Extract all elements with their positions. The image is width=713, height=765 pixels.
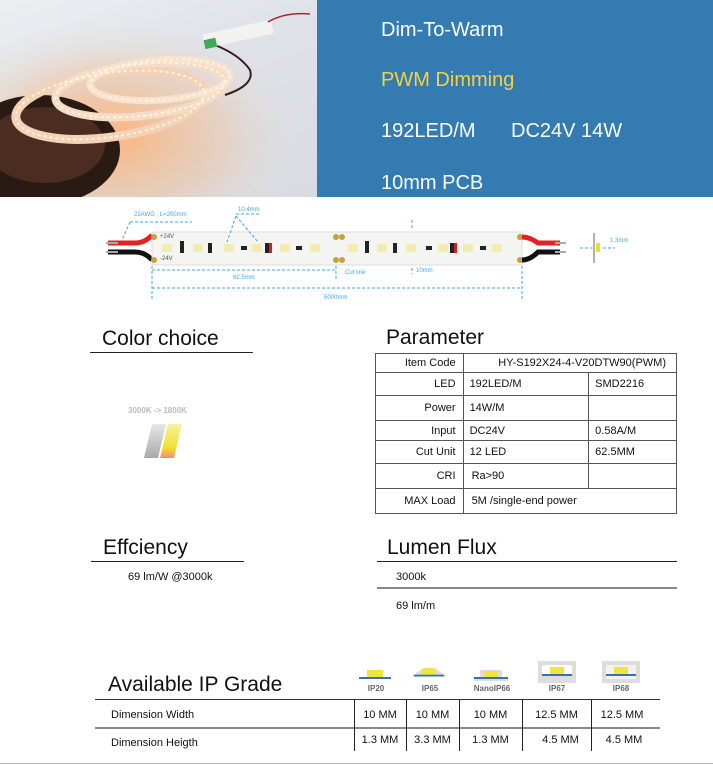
ip-row-label-height: Dimension Heigth: [111, 737, 198, 749]
lumen-flux-value: 69 lm/m: [396, 600, 436, 612]
ip-grade-label: NanoIP66: [473, 684, 511, 693]
param-row-led: [376, 373, 677, 396]
cct-range-label: 3000K -> 1800K: [128, 406, 187, 415]
ip-height-ip68: 4.5 MM: [605, 734, 643, 746]
ip-height-ip65: 3.3 MM: [414, 734, 451, 746]
lumen-flux-cct: 3000k: [396, 571, 426, 583]
param-value-2: SMD2216: [589, 373, 677, 396]
wire-spec-label: 22AWG , L=200mm: [134, 212, 187, 218]
lumen-flux-title: Lumen Flux: [387, 536, 497, 559]
strip-dimension-diagram: [100, 200, 640, 310]
ip-grade-label: IP20: [367, 684, 385, 693]
color-choice-title: Color choice: [102, 327, 219, 350]
param-key: LED: [376, 373, 464, 396]
param-value: 12 LED: [463, 441, 589, 464]
ip-grade-label: IP68: [612, 684, 630, 693]
ip-grade-label: IP67: [548, 684, 566, 693]
total-length-label: 5000mm: [324, 295, 348, 301]
ip-table-mid-rule: [95, 727, 660, 729]
param-key: Item Code: [376, 354, 464, 373]
ip-col-divider: [522, 700, 523, 751]
parameter-table: [375, 353, 677, 514]
ip-table-bottom-rule: [0, 763, 713, 764]
led-strip-photo-illustration: [0, 0, 317, 197]
param-row-cut-unit: [376, 441, 677, 464]
param-value-2: [589, 396, 677, 421]
param-row-item-code: [376, 354, 677, 373]
cct-swatch-icon: [140, 424, 190, 460]
cut-length-label: 62.5mm: [233, 275, 255, 281]
ip-height-ip20: 1.3 MM: [361, 734, 399, 746]
ip-grade-label: IP65: [421, 684, 439, 693]
hero-feature-voltage-power: DC24V 14W: [511, 120, 623, 142]
ip20-icon: [357, 665, 395, 683]
ip-table-top-rule: [95, 699, 660, 700]
param-key: Cut Unit: [376, 441, 464, 464]
param-row-power: [376, 396, 677, 421]
param-value: HY-S192X24-4-V20DTW90(PWM): [463, 354, 676, 373]
ip-height-ip67: 4.5 MM: [542, 734, 579, 746]
efficiency-value: 69 lm/W @3000k: [128, 571, 213, 583]
ip68-icon: [602, 661, 640, 683]
ip67-icon: [538, 661, 576, 683]
lumen-flux-divider: [377, 587, 677, 589]
param-value: 192LED/M: [463, 373, 589, 396]
param-value: DC24V: [463, 421, 589, 441]
product-photo: [0, 0, 317, 197]
param-row-input: [376, 421, 677, 441]
ip-width-ip67: 12.5 MM: [535, 709, 578, 721]
param-value: 14W/M: [463, 396, 589, 421]
param-value-2: 0.58A/M: [589, 421, 677, 441]
param-key: Input: [376, 421, 464, 441]
param-row-cri: [376, 464, 677, 489]
ip-row-label-width: Dimension Width: [111, 709, 195, 721]
ip-width-nanoip66: 10 MM: [473, 709, 508, 721]
strip-width-label: 10mm: [416, 268, 433, 274]
plus-24v-label: +24V: [160, 234, 175, 240]
param-value-2: [589, 464, 677, 489]
hero-feature-pwm: PWM Dimming: [381, 69, 515, 91]
color-choice-rule: [90, 352, 253, 353]
efficiency-rule: [91, 561, 244, 562]
lumen-flux-rule: [377, 561, 677, 562]
param-value: Ra>90: [463, 464, 589, 489]
hero-feature-dim-to-warm: Dim-To-Warm: [381, 19, 504, 41]
ip65-icon: [410, 663, 448, 681]
param-key: MAX Load: [376, 489, 464, 514]
minus-24v-label: -24V: [160, 256, 173, 262]
param-value: 5M /single-end power: [463, 489, 676, 514]
led-pitch-label: 10.4mm: [238, 207, 260, 213]
param-value-2: 62.5MM: [589, 441, 677, 464]
ip-height-nanoip66: 1.3 MM: [472, 734, 509, 746]
hero-feature-led-density: 192LED/M: [381, 120, 476, 142]
parameter-title: Parameter: [386, 326, 485, 349]
ip-width-ip68: 12.5 MM: [600, 709, 644, 721]
param-key: Power: [376, 396, 464, 421]
thickness-label: 1.3mm: [610, 238, 629, 244]
hero-panel: [317, 0, 713, 197]
cut-line-label: Cut line: [345, 270, 366, 276]
param-key: CRI: [376, 464, 464, 489]
param-row-max-load: [376, 489, 677, 514]
ip-grade-title: Available IP Grade: [108, 673, 283, 696]
efficiency-title: Effciency: [103, 536, 188, 559]
hero-feature-pcb: 10mm PCB: [381, 172, 484, 194]
ip-width-ip65: 10 MM: [415, 709, 450, 721]
ip-width-ip20: 10 MM: [363, 709, 397, 721]
nanoip66-icon: [472, 665, 510, 683]
